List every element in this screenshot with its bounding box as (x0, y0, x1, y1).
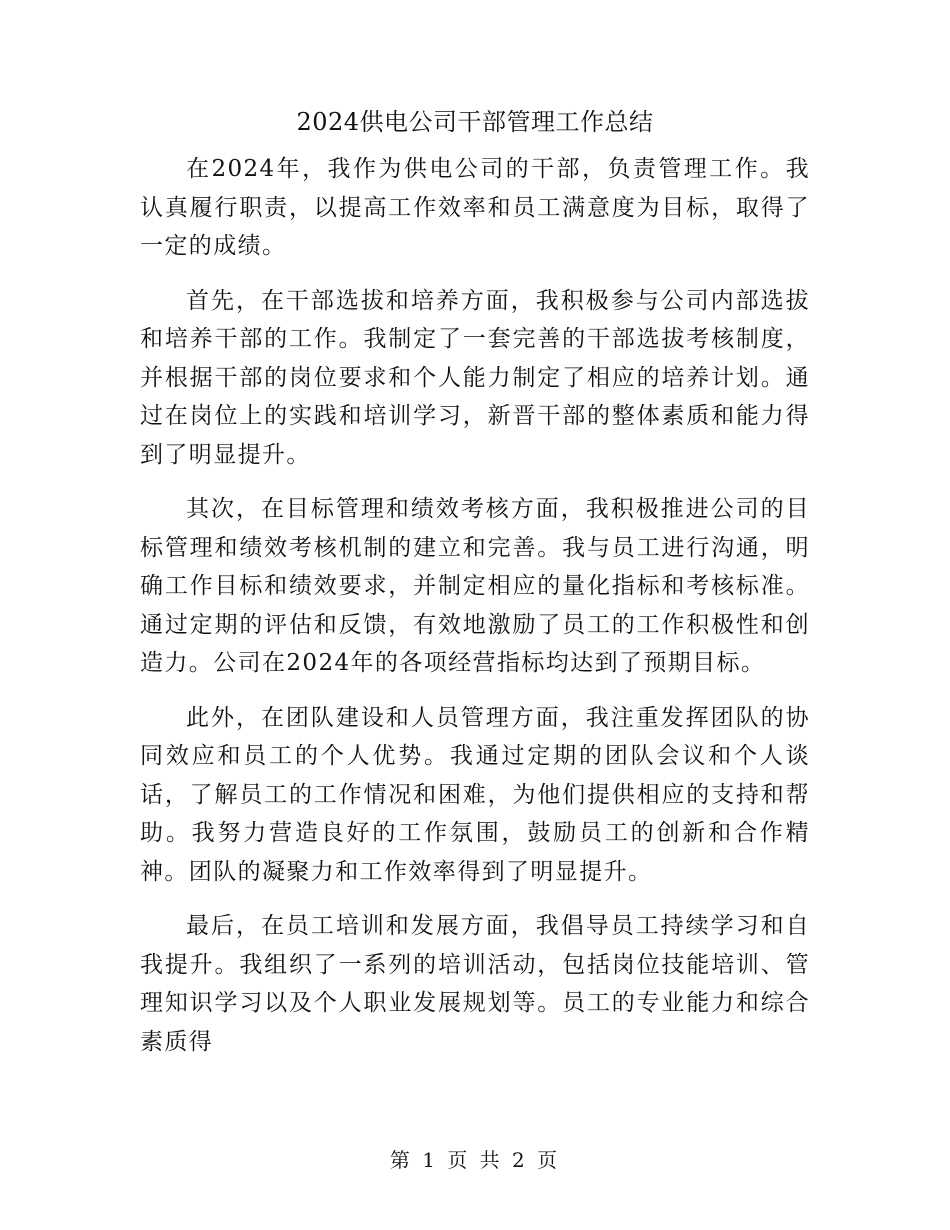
paragraph-intro: 在2024年，我作为供电公司的干部，负责管理工作。我认真履行职责，以提高工作效率和员工满意度为目标，取得了一定的成绩。 (140, 156, 810, 259)
document-title: 2024供电公司干部管理工作总结 (296, 108, 654, 136)
page-number-footer: 第 1 页 共 2 页 (389, 1148, 561, 1172)
document-body (140, 150, 810, 1077)
paragraph-performance-management: 其次，在目标管理和绩效考核方面，我积极推进公司的目标管理和绩效考核机制的建立和完善。我与员工进行沟通，明确工作目标和绩效要求，并制定相应的量化指标和考核标准。通过定期的评估和反馈，有效地激励了员工的工作积极性和创造力。公司在2024年的各项经营指标均达到了预期目标。 (140, 496, 810, 676)
paragraph-training: 最后，在员工培训和发展方面，我倡导员工持续学习和自我提升。我组织了一系列的培训活动，包括岗位技能培训、管理知识学习以及个人职业发展规划等。员工的专业能力和综合素质得 (140, 913, 810, 1055)
paragraph-cadre-selection: 首先，在干部选拔和培养方面，我积极参与公司内部选拔和培养干部的工作。我制定了一套完善的干部选拔考核制度，并根据干部的岗位要求和个人能力制定了相应的培养计划。通过在岗位上的实践和培训学习，新晋干部的整体素质和能力得到了明显提升。 (140, 287, 810, 468)
paragraph-team-building: 此外，在团队建设和人员管理方面，我注重发挥团队的协同效应和员工的个人优势。我通过定期的团队会议和个人谈话，了解员工的工作情况和困难，为他们提供相应的支持和帮助。我努力营造良好的工作氛围，鼓励员工的创新和合作精神。团队的凝聚力和工作效率得到了明显提升。 (140, 704, 810, 885)
